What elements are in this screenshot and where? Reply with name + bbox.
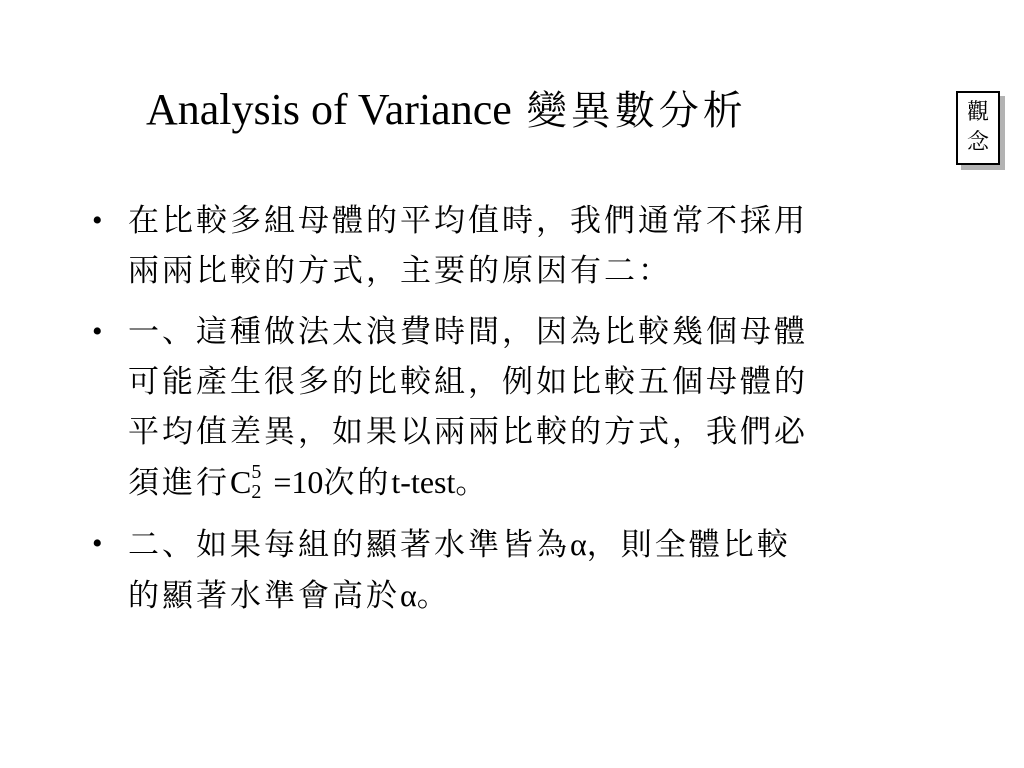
bullet-dot: • [92,527,103,560]
bullet-item-2 [88,307,968,508]
t-test-term: t-test [391,464,456,500]
title-english: Analysis of Variance [146,85,512,134]
bullet-item-1 [88,196,968,296]
bullet-1-line-1: 在比較多組母體的平均值時，我們通常不採用 [128,203,808,239]
bullet-dot: • [92,204,103,237]
bullet-3-line-1-post: ，則全體比較 [586,527,791,563]
combination-result: =10 [273,464,324,500]
combination-letter: C [230,464,252,500]
bullet-2-line-1: 一、這種做法太浪費時間，因為比較幾個母體 [128,314,808,350]
slide-title [146,80,866,144]
bullet-2-line-3: 平均值差異，如果以兩兩比較的方式，我們必 [128,414,808,450]
bullet-2-line-4 [128,457,968,508]
alpha-symbol: α [400,577,417,613]
combination-superscript: 5 [251,461,262,483]
badge-char-2: 念 [966,130,989,155]
bullet-3-line-2-post: 。 [416,578,451,614]
bullet-2-line-2: 可能產生很多的比較組，例如比較五個母體的 [128,364,808,400]
bullet-1-line-2: 兩兩比較的方式，主要的原因有二： [128,253,672,289]
alpha-symbol: α [570,526,587,562]
bullet-3-line-1-pre: 二、如果每組的顯著水準皆為 [128,527,570,563]
bullet-3-line-2-pre: 的顯著水準會高於 [128,578,400,614]
combination-indices [251,461,273,503]
bullet-2-line-4-pre: 須進行 [128,465,230,501]
bullet-2-line-4-post: 。 [455,465,490,501]
bullet-dot: • [92,315,103,348]
bullet-item-3 [88,519,968,621]
title-chinese: 變異數分析 [526,88,747,134]
bullet-3-line-2 [128,570,968,621]
combination-subscript: 2 [251,481,262,503]
badge-char-1: 觀 [966,100,989,125]
bullet-2-line-4-mid: 次的 [323,465,392,501]
concept-badge [956,91,1000,165]
bullet-list [88,196,968,632]
bullet-3-line-1 [128,519,968,570]
